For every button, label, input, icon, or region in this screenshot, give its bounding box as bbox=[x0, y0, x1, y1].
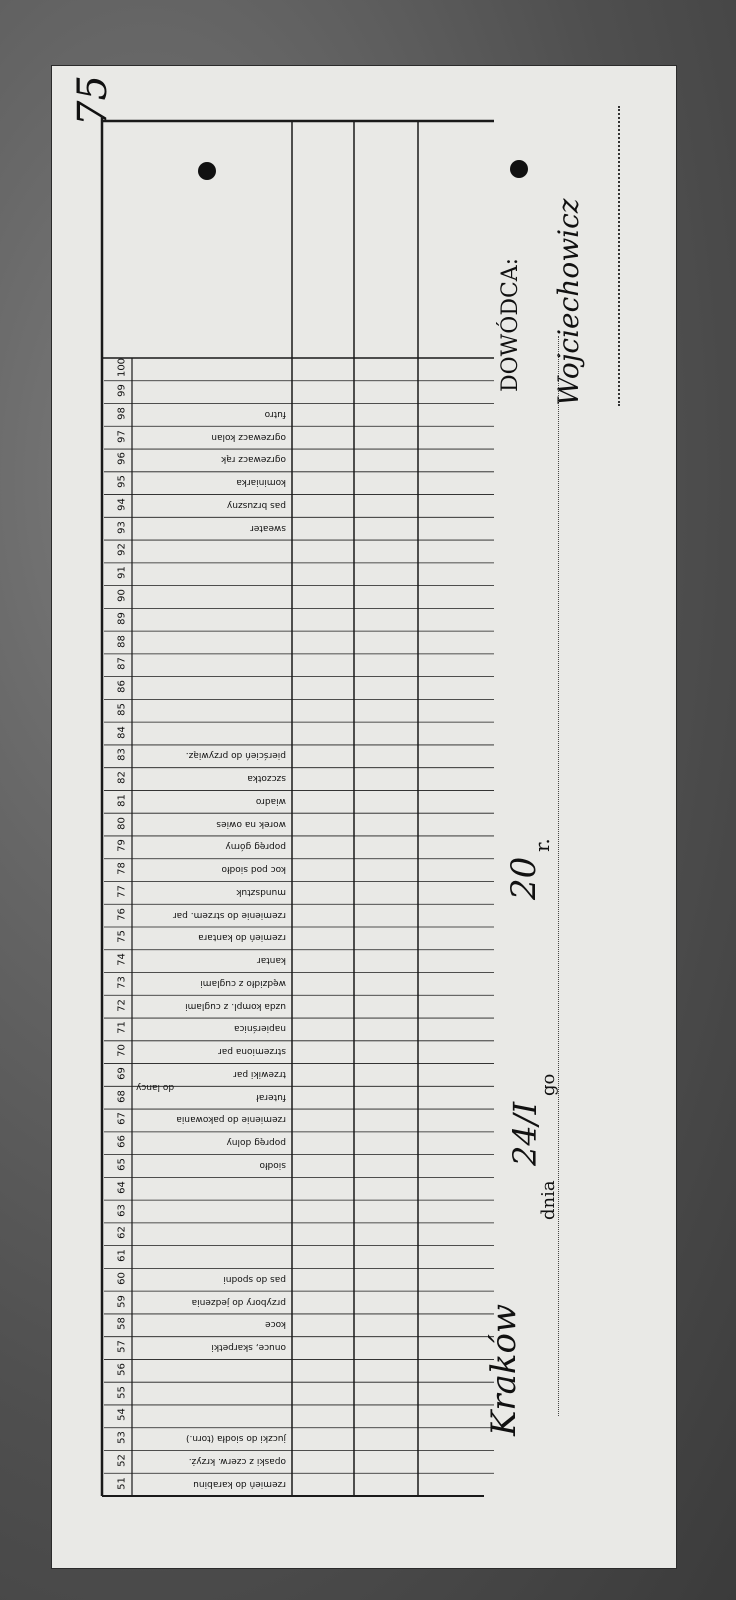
column-number: 100 bbox=[116, 358, 128, 378]
column-number: 79 bbox=[116, 839, 128, 853]
column-label: rzemień do kantara bbox=[198, 932, 286, 943]
column-label: kantar bbox=[256, 955, 286, 966]
column-label: ogrzewacz kolan bbox=[211, 431, 286, 442]
column-number: 69 bbox=[116, 1067, 128, 1080]
group-label: do lancy bbox=[136, 1082, 175, 1093]
column-number: 91 bbox=[116, 566, 128, 580]
column-number: 55 bbox=[116, 1385, 128, 1399]
column-label: napierśnica bbox=[233, 1023, 286, 1034]
column-number: 93 bbox=[116, 520, 128, 534]
column-number: 87 bbox=[116, 657, 128, 671]
date-line bbox=[558, 336, 559, 1416]
column-number: 58 bbox=[116, 1317, 128, 1331]
column-label: koce bbox=[265, 1319, 286, 1330]
column-number: 89 bbox=[116, 611, 128, 625]
column-number: 72 bbox=[116, 998, 128, 1012]
column-number: 84 bbox=[116, 725, 128, 739]
column-number: 97 bbox=[116, 429, 128, 443]
column-label: siodło bbox=[259, 1159, 286, 1170]
column-number: 73 bbox=[116, 976, 128, 989]
column-number: 61 bbox=[116, 1249, 128, 1262]
column-label: onuce, skarpetki bbox=[211, 1342, 286, 1353]
column-number: 92 bbox=[116, 543, 128, 557]
column-number: 80 bbox=[116, 816, 128, 830]
commander-label: DOWÓDCA: bbox=[498, 257, 523, 392]
column-number: 71 bbox=[116, 1021, 128, 1035]
column-number: 96 bbox=[116, 452, 128, 466]
year-handwritten: 20 bbox=[504, 856, 544, 900]
date-prefix: dnia bbox=[538, 1180, 559, 1220]
column-label: uzda kompl. z cuglami bbox=[185, 1000, 286, 1011]
date-day: 24/I bbox=[506, 1101, 544, 1166]
column-number: 51 bbox=[116, 1476, 128, 1490]
form-sheet bbox=[52, 66, 676, 1568]
column-label: pas brzuszny bbox=[226, 499, 286, 510]
column-label: wędzidło z cuglami bbox=[200, 977, 286, 988]
column-number: 67 bbox=[116, 1112, 128, 1126]
column-number: 83 bbox=[116, 748, 128, 762]
column-label: rzemień do karabinu bbox=[193, 1478, 286, 1489]
column-label: sweater bbox=[250, 522, 286, 533]
column-label: szczotka bbox=[247, 773, 286, 784]
year-suffix: r. bbox=[530, 838, 554, 852]
column-label: ogrzewacz rąk bbox=[220, 454, 286, 465]
column-number: 52 bbox=[116, 1454, 128, 1467]
sheet-number: 75 bbox=[70, 75, 116, 126]
column-number: 70 bbox=[116, 1044, 128, 1058]
column-number: 98 bbox=[116, 407, 128, 420]
column-number: 56 bbox=[116, 1362, 128, 1376]
column-number: 94 bbox=[116, 498, 128, 511]
column-number: 74 bbox=[116, 953, 128, 966]
column-number: 59 bbox=[116, 1294, 128, 1308]
column-label: wiadro bbox=[255, 795, 286, 806]
column-label: rzemienie do pakowania bbox=[176, 1114, 286, 1125]
column-number: 65 bbox=[116, 1158, 128, 1171]
column-number: 90 bbox=[116, 589, 128, 602]
signature-line bbox=[618, 106, 620, 406]
column-number: 54 bbox=[116, 1408, 128, 1422]
column-number: 53 bbox=[116, 1431, 128, 1444]
column-number: 95 bbox=[116, 475, 128, 489]
column-label: pas do spodni bbox=[223, 1273, 286, 1284]
column-label: futro bbox=[264, 408, 286, 419]
column-number: 66 bbox=[116, 1135, 128, 1149]
column-label: popręg górny bbox=[225, 841, 286, 852]
column-number: 68 bbox=[116, 1089, 128, 1103]
column-label: juczki do siodła (torn.) bbox=[185, 1433, 286, 1444]
column-number: 64 bbox=[116, 1180, 128, 1194]
column-number: 82 bbox=[116, 771, 128, 784]
column-number: 57 bbox=[116, 1340, 128, 1353]
column-number: 88 bbox=[116, 634, 128, 648]
column-label: strzemiona par bbox=[218, 1046, 286, 1057]
column-number: 62 bbox=[116, 1226, 128, 1240]
column-number: 60 bbox=[116, 1271, 128, 1285]
column-label: trzewiki par bbox=[233, 1068, 286, 1079]
column-label: pierścień do przywiąz. bbox=[185, 750, 286, 761]
column-label: koc pod siodło bbox=[221, 864, 286, 875]
column-number: 75 bbox=[116, 930, 128, 944]
place-handwritten: Kraków bbox=[484, 1303, 524, 1436]
column-label: worek na owies bbox=[216, 818, 286, 829]
column-number: 76 bbox=[116, 907, 128, 921]
column-label: mundsztuk bbox=[236, 886, 286, 897]
column-number: 85 bbox=[116, 702, 128, 716]
column-label: rzemienie do strzem. par bbox=[172, 909, 286, 920]
column-number: 78 bbox=[116, 862, 128, 875]
column-label: przybory do jedzenia bbox=[191, 1296, 286, 1307]
column-label: kominiarka bbox=[236, 477, 286, 488]
column-label: popręg dolny bbox=[226, 1137, 286, 1148]
column-number: 99 bbox=[116, 384, 128, 397]
date-suffix: go bbox=[538, 1073, 559, 1096]
column-number: 77 bbox=[116, 885, 128, 898]
column-label: futerał bbox=[256, 1091, 286, 1102]
commander-signature: Wojciechowicz bbox=[552, 198, 585, 406]
column-number: 86 bbox=[116, 680, 128, 693]
column-number: 81 bbox=[116, 793, 128, 807]
column-label: opaski z czerw. krzyż. bbox=[188, 1455, 286, 1466]
column-number: 63 bbox=[116, 1203, 128, 1217]
